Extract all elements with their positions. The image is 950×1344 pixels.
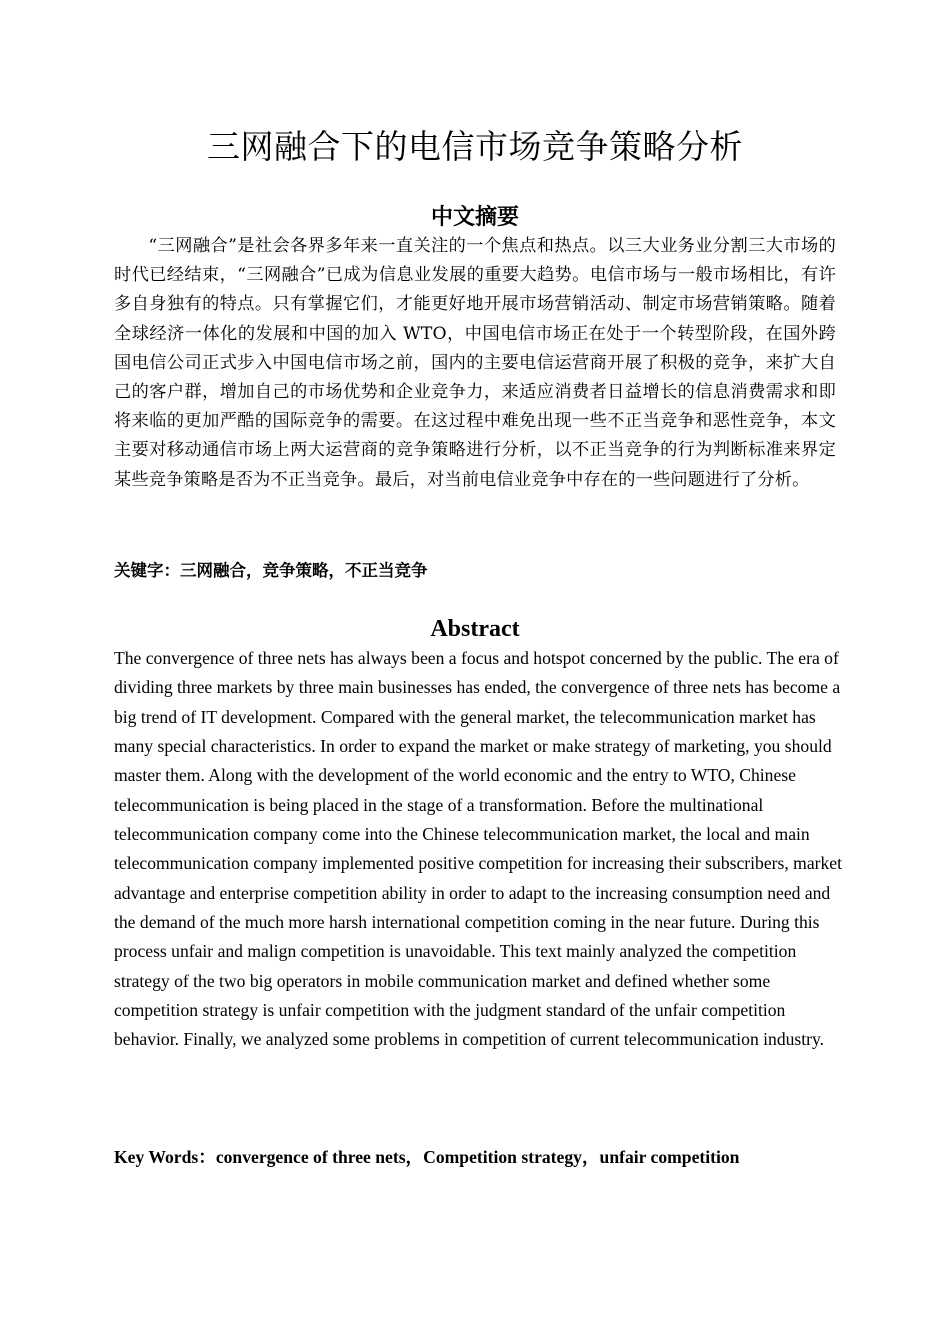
english-abstract-heading: Abstract	[430, 616, 520, 642]
chinese-keywords	[114, 556, 836, 586]
english-keywords	[114, 1142, 836, 1172]
chinese-keywords-list: 三网融合，竞争策略，不正当竞争	[180, 561, 428, 580]
english-keywords-label: Key Words：	[114, 1147, 216, 1167]
chinese-keywords-label: 关键字：	[114, 561, 180, 580]
english-keywords-list: convergence of three nets，Competition strategy，unfair competition	[215, 1147, 740, 1167]
chinese-abstract-heading: 中文摘要	[430, 205, 519, 230]
chinese-abstract-body: “三网融合”是社会各界多年来一直关注的一个焦点和热点。以三大业务业分割三大市场的时代已经结束，“三网融合”已成为信息业发展的重要大趋势。电信市场与一般市场相比，有许多自身独有的特点。只有掌握它们，才能更好地开展市场营销活动、制定市场营销策略。随着全球经济一体化的发展和中国的加入 WTO，中国电信市场正在处于一个转型阶段，在国外跨国电信公司正式步入中国电信市场之前，国内的主要电信运营商开展了积极的竞争，来扩大自己的客户群，增加自己的市场优势和企业竞争力，来适应消费者日益增长的信息消费需求和即将来临的更加严酷的国际竞争的需要。在这过程中难免出现一些不正当竞争和恶性竞争，本文主要对移动通信市场上两大运营商的竞争策略进行分析，以不正当竞争的行为判断标准来界定某些竞争策略是否为不正当竞争。最后，对当前电信业竞争中存在的一些问题进行了分析。	[114, 236, 836, 490]
english-abstract-body: The convergence of three nets has always been a focus and hotspot concerned by the public. The era of dividing three markets by three main businesses has ended, the convergence of three nets has become a big trend of IT development. Compared with the general market, the telecommunication market has many special characteristics. In order to expand the market or make strategy of marketing, you should master them. Along with the development of the world economic and the entry to WTO, Chinese telecommunication is being placed in the stage of a transformation. Before the multinational telecommunication company come into the Chinese telecommunication market, the local and main telecommunication company implemented positive competition for increasing their subscribers, market advantage and enterprise competition ability in order to adapt to the increasing consumption need and the demand of the much more harsh international competition coming in the near future. During this process unfair and malign competition is unavoidable. This text mainly analyzed the competition strategy of the two big operators in mobile communication market and defined whether some competition strategy is unfair competition with the judgment standard of the unfair competition behavior. Finally, we analyzed some problems in competition of current telecommunication industry.	[114, 648, 842, 1050]
paper-title: 三网融合下的电信市场竞争策略分析	[207, 127, 743, 166]
